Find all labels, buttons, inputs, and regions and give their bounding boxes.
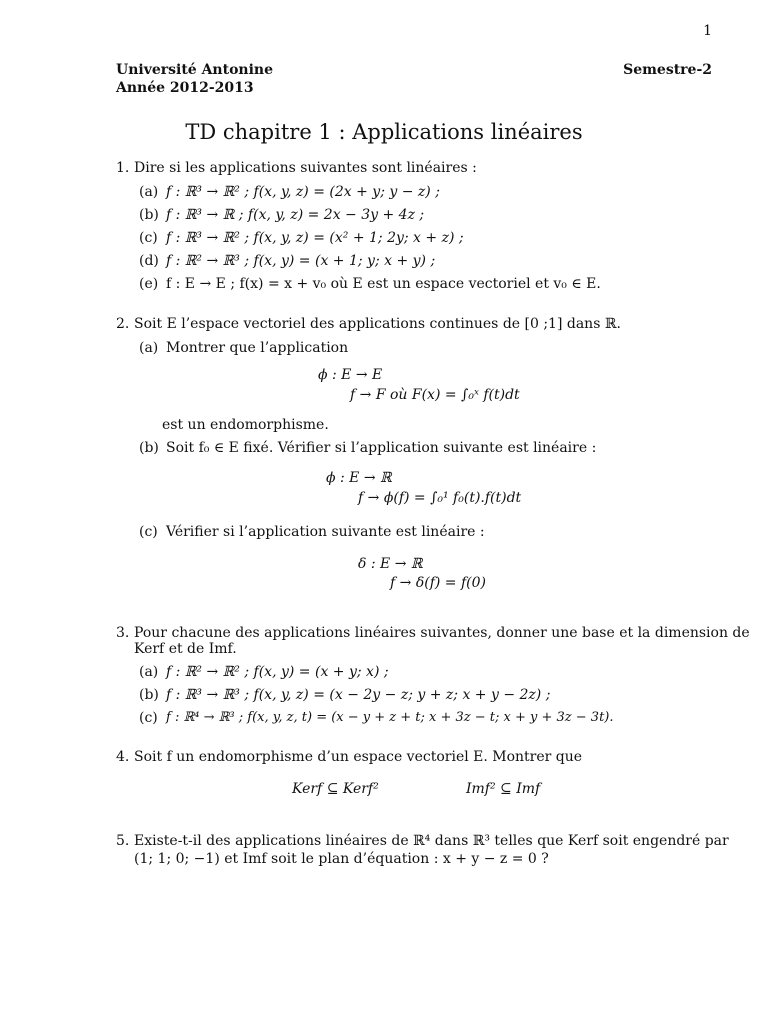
part-label: (c) [139, 524, 158, 540]
exercise-number: 1. [116, 160, 130, 176]
exercise-intro: Soit E l’espace vectoriel des applications continues de [0 ;1] dans ℝ. [134, 316, 621, 332]
semester-label: Semestre-2 [623, 62, 712, 78]
exercise-intro: Dire si les applications suivantes sont linéaires : [134, 160, 477, 176]
exercise-intro: Pour chacune des applications linéaires suivantes, donner une base et la dimension de [134, 625, 750, 641]
item-text: f : ℝ³ → ℝ³ ; f(x, y, z) = (x − 2y − z; y + z; x + y − 2z) ; [166, 687, 551, 703]
exercise-text: Existe-t-il des applications linéaires de ℝ⁴ dans ℝ³ telles que Kerf soit engendré par [134, 833, 729, 849]
part-conclusion: est un endomorphisme. [162, 417, 329, 433]
item-text: f : E → E ; f(x) = x + v₀ où E est un espace vectoriel et v₀ ∈ E. [166, 276, 601, 292]
mapping-line: ϕ : E → ℝ [326, 470, 392, 486]
item-label: (d) [139, 253, 159, 269]
formula-kernel: Kerf ⊆ Kerf² [292, 781, 379, 797]
item-label: (c) [139, 230, 158, 246]
exercise-number: 4. [116, 749, 130, 765]
item-text: f : ℝ³ → ℝ ; f(x, y, z) = 2x − 3y + 4z ; [166, 207, 425, 223]
exercise-number: 3. [116, 625, 130, 641]
exercise-intro: Kerf et de Imf. [134, 641, 237, 657]
page-title: TD chapitre 1 : Applications linéaires [185, 120, 583, 144]
item-text: f : ℝ⁴ → ℝ³ ; f(x, y, z, t) = (x − y + z + t; x + 3z − t; x + y + 3z − 3t). [166, 710, 614, 725]
item-text: f : ℝ² → ℝ³ ; f(x, y) = (x + 1; y; x + y) ; [166, 253, 436, 269]
university-name: Université Antonine [116, 62, 274, 78]
item-label: (a) [139, 664, 159, 680]
page-number: 1 [703, 23, 712, 39]
mapping-line: ϕ : E → E [318, 367, 383, 383]
item-label: (e) [139, 276, 159, 292]
item-text: f : ℝ² → ℝ² ; f(x, y) = (x + y; x) ; [166, 664, 389, 680]
formula-image: Imf² ⊆ Imf [466, 781, 541, 797]
item-label: (b) [139, 687, 159, 703]
mapping-line: f → F où F(x) = ∫₀ˣ f(t)dt [350, 387, 520, 403]
item-text: f : ℝ³ → ℝ² ; f(x, y, z) = (2x + y; y − z) ; [166, 184, 440, 200]
item-label: (a) [139, 184, 159, 200]
mapping-line: f → δ(f) = f(0) [390, 575, 486, 591]
exercise-number: 5. [116, 833, 130, 849]
mapping-line: f → ϕ(f) = ∫₀¹ f₀(t).f(t)dt [358, 490, 522, 506]
exercise-text: (1; 1; 0; −1) et Imf soit le plan d’équation : x + y − z = 0 ? [134, 851, 549, 867]
exercise-number: 2. [116, 316, 130, 332]
item-label: (c) [139, 710, 158, 726]
academic-year: Année 2012-2013 [116, 80, 254, 96]
part-text: Montrer que l’application [166, 340, 349, 356]
mapping-line: δ : E → ℝ [358, 556, 423, 572]
item-text: f : ℝ³ → ℝ² ; f(x, y, z) = (x² + 1; 2y; x + z) ; [166, 230, 464, 246]
part-label: (a) [139, 340, 159, 356]
part-text: Vérifier si l’application suivante est linéaire : [166, 524, 485, 540]
item-label: (b) [139, 207, 159, 223]
part-text: Soit f₀ ∈ E fixé. Vérifier si l’application suivante est linéaire : [166, 440, 597, 456]
exercise-intro: Soit f un endomorphisme d’un espace vectoriel E. Montrer que [134, 749, 583, 765]
part-label: (b) [139, 440, 159, 456]
